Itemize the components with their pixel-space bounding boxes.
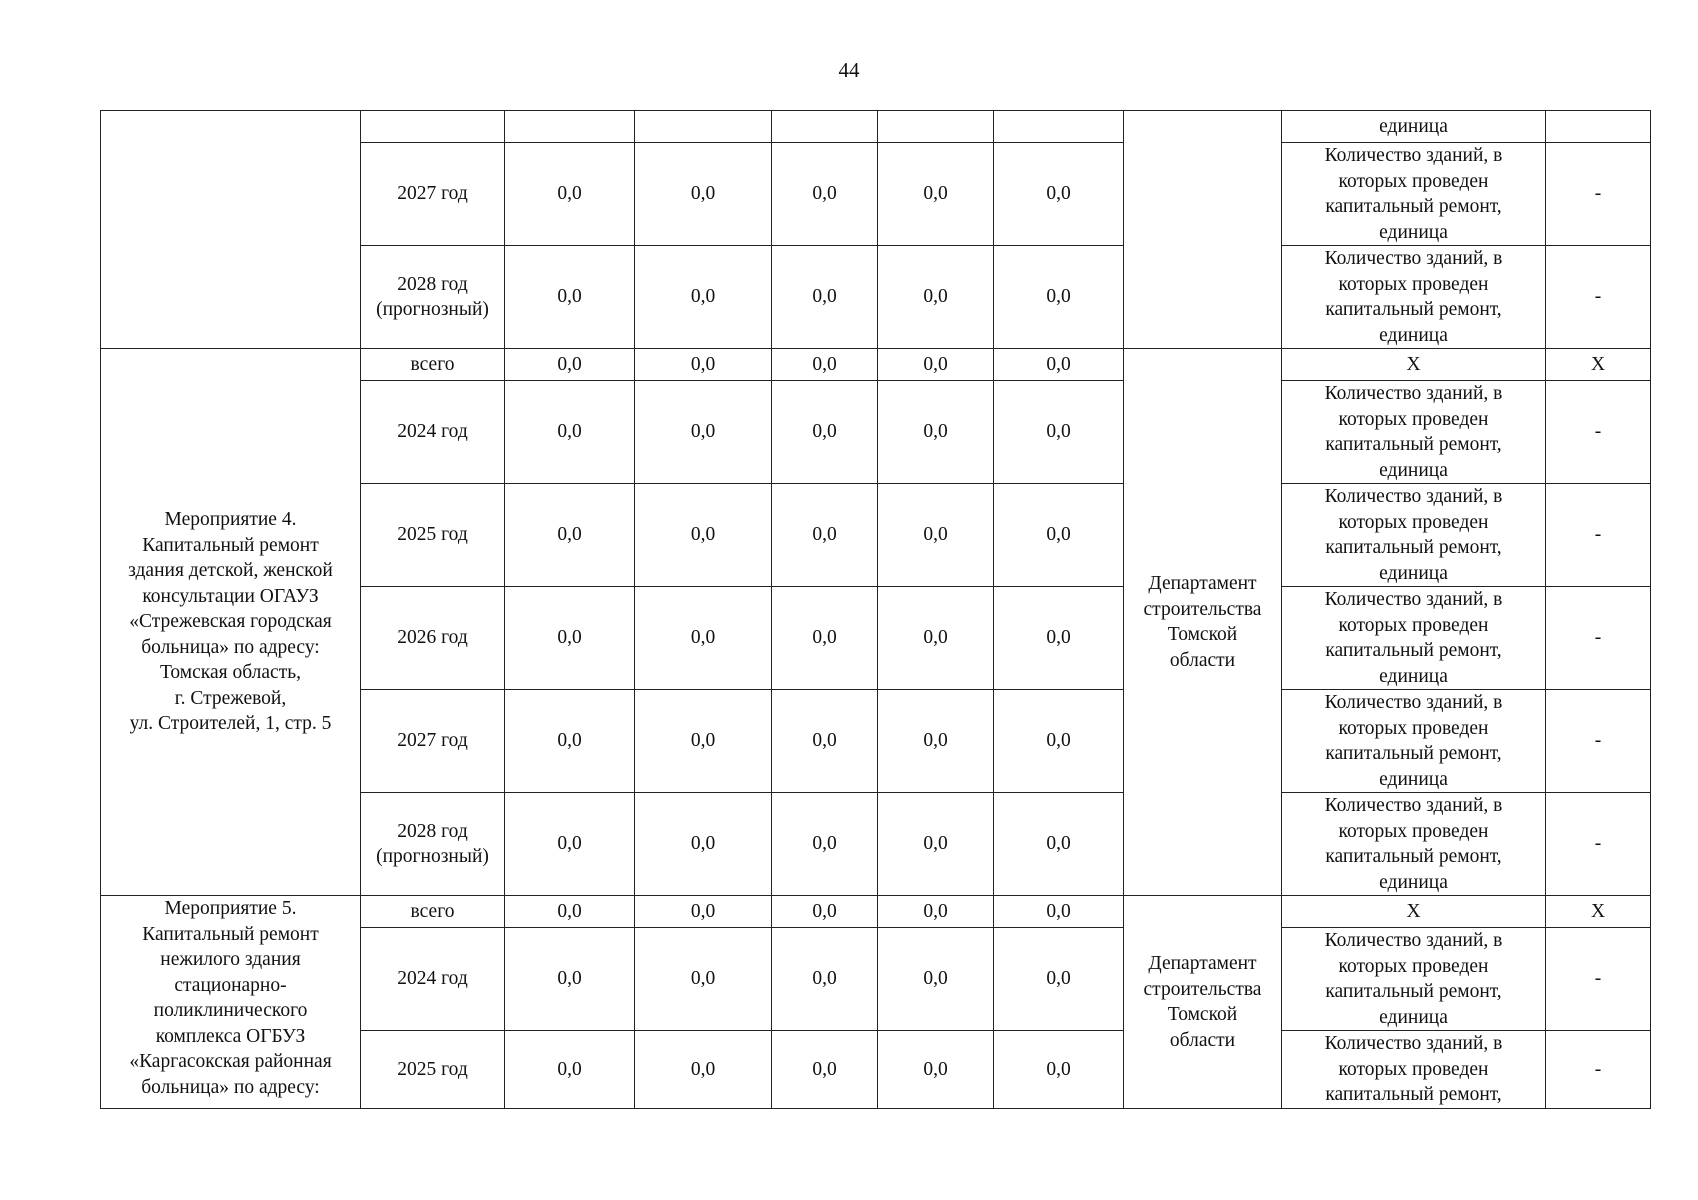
value-cell: 0,0 <box>772 381 878 484</box>
target-cell: Х <box>1546 349 1651 381</box>
period-cell: всего <box>361 896 505 928</box>
value-cell: 0,0 <box>772 349 878 381</box>
value-cell: 0,0 <box>772 143 878 246</box>
indicator-cell: Количество зданий, в которых проведен капитальный ремонт, <box>1282 1031 1546 1109</box>
value-cell: 0,0 <box>635 143 772 246</box>
indicator-cell: Количество зданий, в которых проведен капитальный ремонт, единица <box>1282 484 1546 587</box>
target-cell: - <box>1546 928 1651 1031</box>
value-cell: 0,0 <box>994 928 1124 1031</box>
target-cell: - <box>1546 690 1651 793</box>
value-cell: 0,0 <box>505 793 635 896</box>
indicator-cell: Количество зданий, в которых проведен капитальный ремонт, единица <box>1282 143 1546 246</box>
period-cell: всего <box>361 349 505 381</box>
value-cell: 0,0 <box>505 484 635 587</box>
target-cell: - <box>1546 587 1651 690</box>
value-cell: 0,0 <box>878 246 994 349</box>
value-cell: 0,0 <box>878 484 994 587</box>
value-cell: 0,0 <box>505 896 635 928</box>
indicator-cell: Количество зданий, в которых проведен капитальный ремонт, единица <box>1282 793 1546 896</box>
value-cell: 0,0 <box>635 349 772 381</box>
value-cell: 0,0 <box>994 349 1124 381</box>
indicator-cell: Количество зданий, в которых проведен капитальный ремонт, единица <box>1282 381 1546 484</box>
period-cell: 2027 год <box>361 143 505 246</box>
period-cell: 2025 год <box>361 1031 505 1109</box>
target-cell: - <box>1546 793 1651 896</box>
indicator-cell: Количество зданий, в которых проведен капитальный ремонт, единица <box>1282 587 1546 690</box>
value-cell: 0,0 <box>772 896 878 928</box>
period-cell: 2024 год <box>361 928 505 1031</box>
value-cell <box>994 111 1124 143</box>
value-cell <box>505 111 635 143</box>
indicator-cell: Х <box>1282 896 1546 928</box>
value-cell: 0,0 <box>635 896 772 928</box>
target-cell <box>1546 111 1651 143</box>
value-cell: 0,0 <box>878 793 994 896</box>
measure-5-department: Департамент строительства Томской области <box>1124 896 1282 1109</box>
measure-4-department: Департамент строительства Томской области <box>1124 349 1282 896</box>
value-cell: 0,0 <box>878 143 994 246</box>
value-cell: 0,0 <box>505 1031 635 1109</box>
value-cell <box>878 111 994 143</box>
indicator-cell: единица <box>1282 111 1546 143</box>
value-cell: 0,0 <box>635 690 772 793</box>
value-cell: 0,0 <box>994 143 1124 246</box>
continued-department-cell <box>1124 111 1282 349</box>
indicator-cell: Х <box>1282 349 1546 381</box>
value-cell: 0,0 <box>635 484 772 587</box>
table-row <box>101 349 1651 381</box>
period-cell: 2026 год <box>361 587 505 690</box>
table-row <box>101 896 1651 928</box>
measure-5-description: Мероприятие 5. Капитальный ремонт нежилого здания стационарно- поликлинического комплекса ОГБУЗ «Каргасокская районная больница» по адресу: <box>101 896 361 1109</box>
value-cell: 0,0 <box>635 928 772 1031</box>
value-cell: 0,0 <box>505 349 635 381</box>
period-cell: 2024 год <box>361 381 505 484</box>
value-cell: 0,0 <box>772 246 878 349</box>
value-cell: 0,0 <box>505 381 635 484</box>
measure-4-description: Мероприятие 4. Капитальный ремонт здания детской, женской консультации ОГАУЗ «Стрежевская городская больница» по адресу: Томская область, г. Стрежевой, ул. Строителей, 1, стр. 5 <box>101 349 361 896</box>
value-cell: 0,0 <box>635 793 772 896</box>
value-cell: 0,0 <box>878 896 994 928</box>
target-cell: - <box>1546 381 1651 484</box>
value-cell: 0,0 <box>878 928 994 1031</box>
target-cell: - <box>1546 246 1651 349</box>
value-cell: 0,0 <box>878 349 994 381</box>
value-cell: 0,0 <box>994 896 1124 928</box>
continued-description-cell <box>101 111 361 349</box>
value-cell <box>635 111 772 143</box>
period-cell: 2028 год (прогнозный) <box>361 793 505 896</box>
value-cell: 0,0 <box>878 690 994 793</box>
budget-table <box>100 110 1651 1109</box>
value-cell: 0,0 <box>635 587 772 690</box>
value-cell: 0,0 <box>505 587 635 690</box>
period-cell: 2025 год <box>361 484 505 587</box>
value-cell: 0,0 <box>994 381 1124 484</box>
value-cell: 0,0 <box>994 1031 1124 1109</box>
target-cell: Х <box>1546 896 1651 928</box>
indicator-cell: Количество зданий, в которых проведен капитальный ремонт, единица <box>1282 690 1546 793</box>
value-cell: 0,0 <box>635 246 772 349</box>
period-cell: 2028 год (прогнозный) <box>361 246 505 349</box>
value-cell: 0,0 <box>635 381 772 484</box>
target-cell: - <box>1546 1031 1651 1109</box>
value-cell: 0,0 <box>878 1031 994 1109</box>
target-cell: - <box>1546 484 1651 587</box>
value-cell: 0,0 <box>772 793 878 896</box>
value-cell: 0,0 <box>878 587 994 690</box>
value-cell: 0,0 <box>994 484 1124 587</box>
value-cell: 0,0 <box>635 1031 772 1109</box>
value-cell: 0,0 <box>505 143 635 246</box>
value-cell: 0,0 <box>772 928 878 1031</box>
value-cell <box>772 111 878 143</box>
target-cell: - <box>1546 143 1651 246</box>
indicator-cell: Количество зданий, в которых проведен капитальный ремонт, единица <box>1282 246 1546 349</box>
value-cell: 0,0 <box>994 246 1124 349</box>
value-cell: 0,0 <box>772 587 878 690</box>
value-cell: 0,0 <box>994 793 1124 896</box>
value-cell: 0,0 <box>994 587 1124 690</box>
value-cell: 0,0 <box>772 690 878 793</box>
value-cell: 0,0 <box>772 484 878 587</box>
value-cell: 0,0 <box>505 246 635 349</box>
period-cell: 2027 год <box>361 690 505 793</box>
period-cell <box>361 111 505 143</box>
value-cell: 0,0 <box>878 381 994 484</box>
page-number: 44 <box>838 58 860 82</box>
table-row <box>101 111 1651 143</box>
value-cell: 0,0 <box>772 1031 878 1109</box>
value-cell: 0,0 <box>505 690 635 793</box>
value-cell: 0,0 <box>505 928 635 1031</box>
value-cell: 0,0 <box>994 690 1124 793</box>
indicator-cell: Количество зданий, в которых проведен капитальный ремонт, единица <box>1282 928 1546 1031</box>
